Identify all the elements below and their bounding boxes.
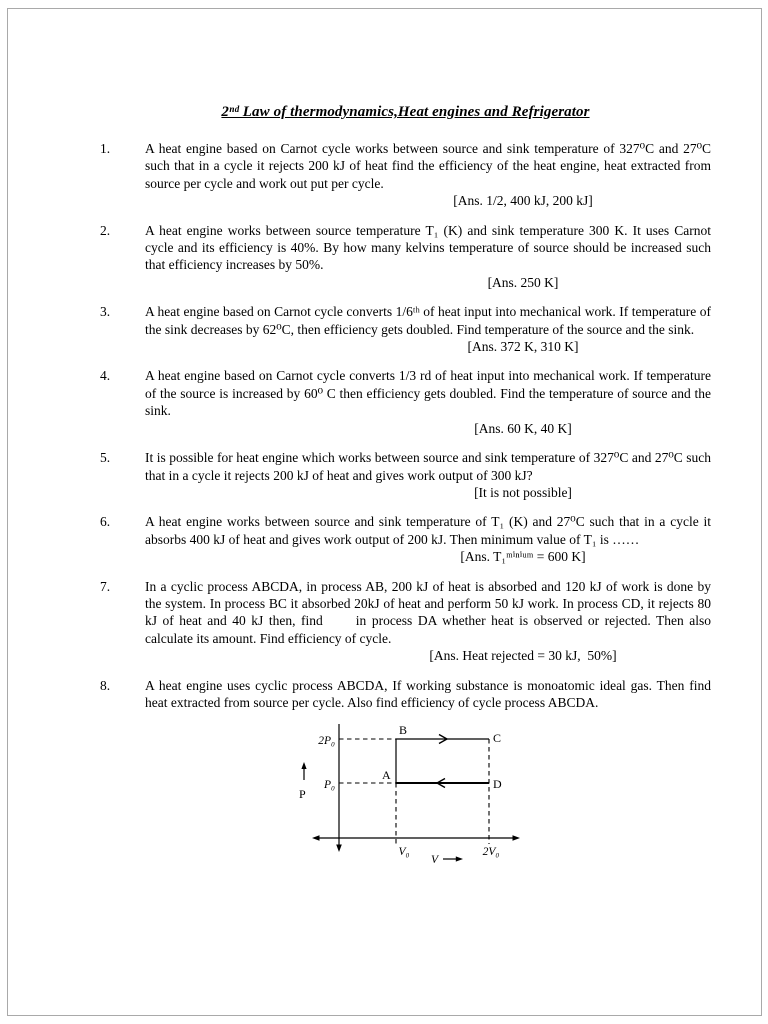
problem-item-3 (100, 303, 711, 355)
problem-number: 4. (100, 368, 111, 384)
v-axis-left-arrowhead-icon (312, 836, 320, 842)
problem-answer: [Ans. 372 K, 310 K] (467, 339, 579, 355)
problem-number: 1. (100, 141, 111, 156)
problem-text: A heat engine works between source and sink temperature of T₁ (K) and 27⁰C such that in a cycle it absorbs 400 kJ of heat and gives work output of 200 kJ. Then minimum value of T₁ is …… (145, 514, 711, 547)
problem-text: A heat engine uses cyclic process ABCDA, If working substance is monoatomic ideal gas. Then find heat extracted from source per cycle. Also find efficiency of cycle process ABCDA. (145, 677, 711, 710)
point-b-label: B (399, 723, 408, 738)
problem-answer: [It is not possible] (474, 484, 572, 500)
p-axis-arrowhead-icon (336, 845, 342, 853)
v-right-arrowhead-icon (456, 857, 463, 862)
problem-number: 7. (100, 578, 111, 594)
problem-item-6 (100, 513, 711, 565)
pv-diagram (297, 717, 532, 867)
problem-text: It is possible for heat engine which works between source and sink temperature of 327⁰C and 27⁰C such that in a cycle it rejects 200 kJ of heat and gives work output of 300 kJ? (145, 450, 711, 483)
problem-item-7 (100, 578, 711, 665)
problem-item-8 (100, 677, 711, 868)
problem-answer: [Ans. T₁ᵐⁱⁿⁱᵘᵐ = 600 K] (460, 549, 586, 565)
point-d-label: D (493, 777, 502, 792)
problem-answer: [Ans. 60 K, 40 K] (474, 420, 572, 436)
problem-number: 5. (100, 450, 111, 466)
problem-number: 6. (100, 514, 111, 530)
problem-number: 2. (100, 222, 111, 238)
label-v0: V₀ (398, 846, 410, 859)
pv-diagram-svg (297, 717, 532, 867)
document-page (0, 104, 768, 879)
problem-answer: [Ans. 250 K] (487, 274, 559, 290)
v-axis-right-arrowhead-icon (513, 836, 521, 842)
problem-text: A heat engine based on Carnot cycle converts 1/3 rd of heat input into mechanical work. If temperature of the source is increased by 60⁰ C then efficiency gets doubled. Find the temperature of source and the sink. (145, 368, 711, 419)
label-p0: P₀ (323, 779, 335, 792)
problem-text: A heat engine based on Carnot cycle converts 1/6ᵗʰ of heat input into mechanical work. If temperature of the sink decreases by 62⁰C, then efficiency gets doubled. Find temperature of the source and the sink. (145, 304, 711, 337)
problem-item-2 (100, 222, 711, 292)
p-up-arrowhead-icon (301, 762, 306, 769)
label-2v0: 2V₀ (482, 846, 500, 859)
v-axis-label: V (431, 854, 439, 867)
problem-text: In a cyclic process ABCDA, in process AB, 200 kJ of heat is absorbed and 120 kJ of work is done by the system. In process BC it absorbed 20kJ of heat and perform 50 kJ work. In process CD, it rejects 80 kJ of heat and 40 kJ then, find in process DA whether heat is observed or rejected. Then also calculate its amount. Find efficiency of cycle. (145, 578, 711, 646)
problem-text: A heat engine based on Carnot cycle works between source and sink temperature of 327⁰C and 27⁰C such that in a cycle it rejects 200 kJ of heat find the efficiency of the heat engine, heat extracted from source per cycle and work out put per cycle. (145, 141, 711, 191)
problem-number: 8. (100, 677, 111, 693)
problem-text: A heat engine works between source temperature T₁ (K) and sink temperature 300 K. It uses Carnot cycle and its efficiency is 40%. By how many kelvins temperature of source should be increased such that efficiency increases by 50%. (145, 222, 711, 273)
problem-answer: [Ans. 1/2, 400 kJ, 200 kJ] (453, 193, 593, 209)
page-title: 2ⁿᵈ Law of thermodynamics,Heat engines and Refrigerator (221, 104, 590, 120)
problem-item-4 (100, 367, 711, 437)
problem-item-1 (100, 140, 711, 210)
point-c-label: C (493, 731, 502, 746)
label-2p0: 2P₀ (318, 735, 335, 748)
point-a-label: A (382, 768, 391, 783)
problem-number: 3. (100, 304, 111, 320)
p-axis-label: P (299, 787, 306, 802)
problem-answer: [Ans. Heat rejected = 30 kJ, 50%] (429, 648, 617, 664)
problem-item-5 (100, 449, 711, 501)
